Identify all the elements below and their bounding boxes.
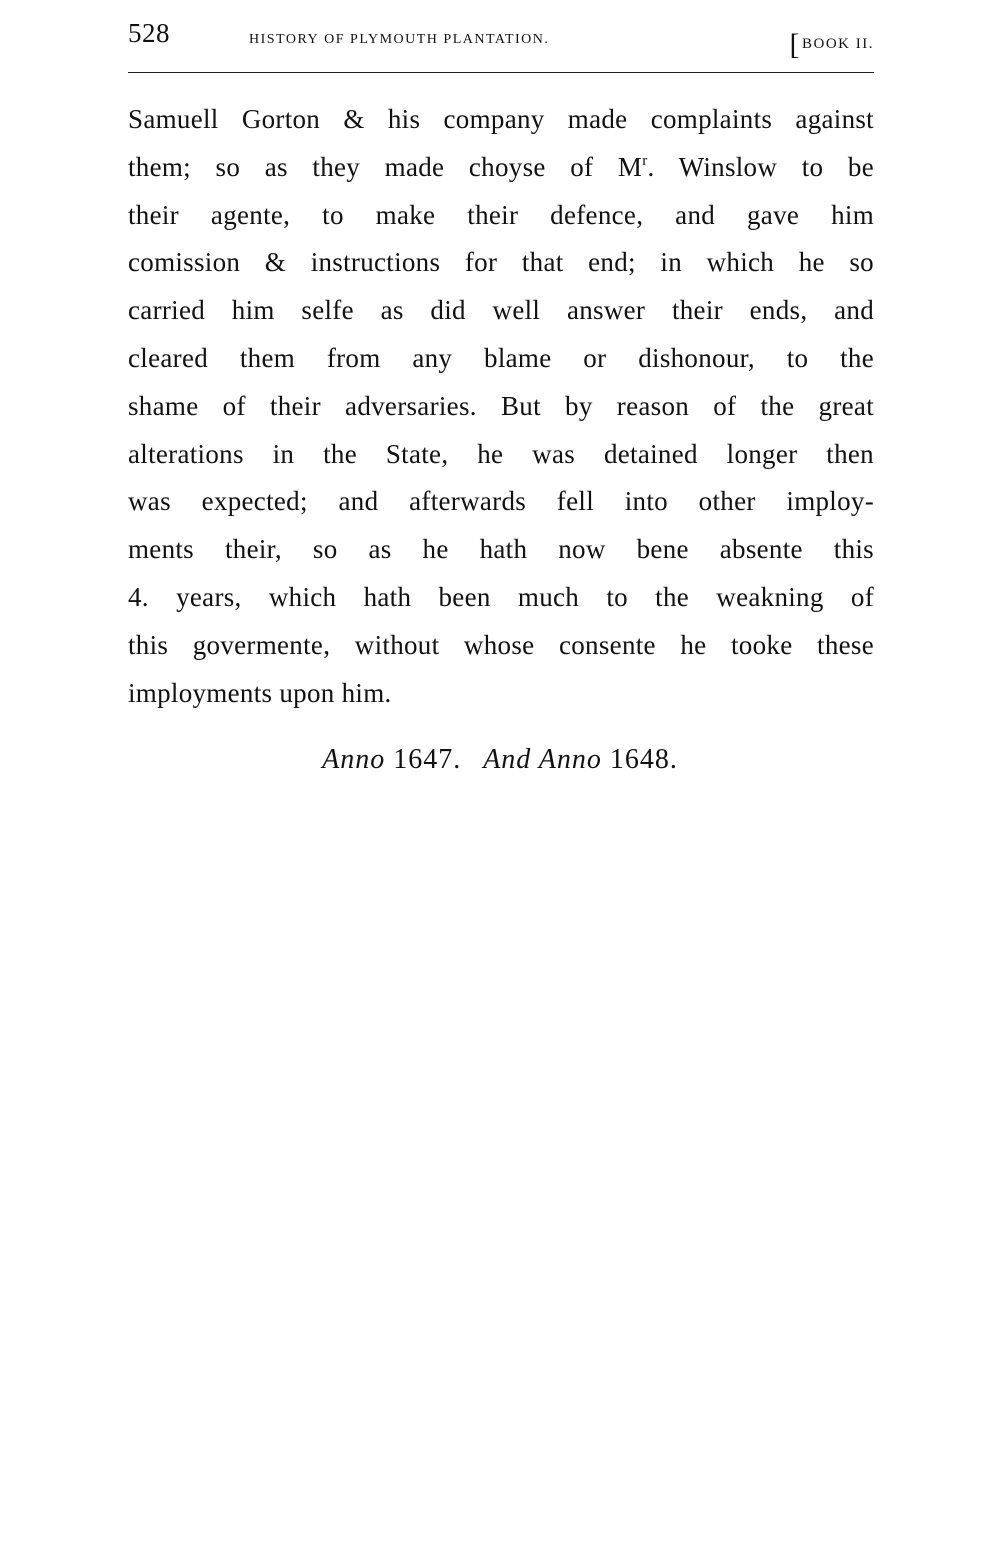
page-number: 528 bbox=[128, 18, 170, 48]
running-title: history of plymouth plantation. bbox=[249, 26, 550, 48]
running-head bbox=[128, 18, 874, 61]
section-heading bbox=[0, 744, 1000, 776]
book-marker bbox=[789, 22, 875, 61]
text-line: imployments upon him. bbox=[128, 677, 392, 708]
text-line: Samuell Gorton & his company made complaints against bbox=[128, 104, 874, 134]
body-paragraph bbox=[128, 96, 874, 717]
bracket-glyph: [ bbox=[789, 28, 801, 61]
text-line: carried him selfe as did well answer their ends, and bbox=[128, 295, 874, 326]
text-line: their agente, to make their defence, and gave him bbox=[128, 199, 874, 230]
text-line bbox=[128, 144, 874, 192]
text-line: this govermente, without whose consente he tooke these bbox=[128, 629, 874, 660]
text-line: cleared them from any blame or dishonour, to the bbox=[128, 342, 874, 373]
text-line: shame of their adversaries. But by reason of the great bbox=[128, 390, 874, 421]
text-line-part: . Winslow to be bbox=[647, 151, 874, 182]
text-line: comission & instructions for that end; in which he so bbox=[128, 247, 874, 278]
text-line-part: them; so as they made choyse of M bbox=[128, 151, 643, 182]
anno-label: Anno bbox=[322, 744, 386, 775]
text-line: 4. years, which hath been much to the weakning of bbox=[128, 581, 874, 612]
text-line: alterations in the State, he was detained longer then bbox=[128, 438, 874, 469]
header-rule bbox=[128, 72, 874, 73]
text-line: ments their, so as he hath now bene absente this bbox=[128, 534, 874, 565]
book-marker-text: book ii. bbox=[802, 29, 874, 53]
year-label: 1647. bbox=[393, 744, 462, 775]
text-line: was expected; and afterwards fell into other imploy- bbox=[128, 486, 874, 517]
year-label: 1648. bbox=[609, 744, 678, 775]
superscript: r bbox=[642, 152, 648, 169]
and-anno-label: And Anno bbox=[483, 744, 602, 775]
